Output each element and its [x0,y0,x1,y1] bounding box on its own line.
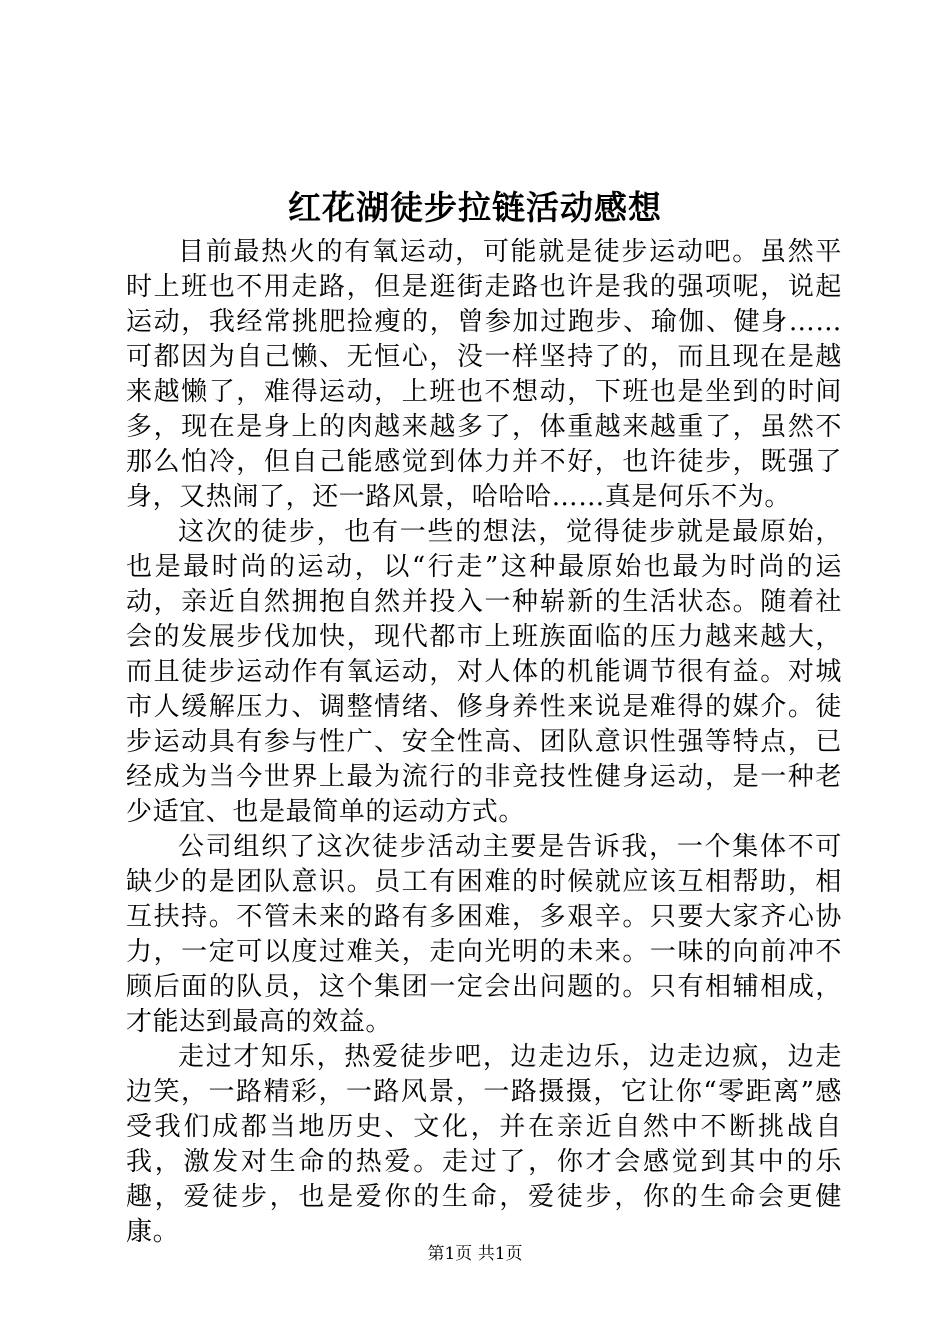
paragraph-3: 公司组织了这次徒步活动主要是告诉我，一个集体不可缺少的是团队意识。员工有困难的时候就应该互相帮助，相互扶持。不管未来的路有多困难，多艰辛。只要大家齐心协力，一定可以度过难关，走向光明的未来。一味的向前冲不顾后面的队员，这个集团一定会出问题的。只有相辅相成，才能达到最高的效益。 [126,832,842,1037]
document-body [126,235,842,1250]
page-footer: 第1页 共1页 [427,1244,523,1264]
document-title: 红花湖徒步拉链活动感想 [288,188,662,227]
paragraph-4: 走过才知乐，热爱徒步吧，边走边乐，边走边疯，边走边笑，一路精彩，一路风景，一路摄摄，它让你“零距离”感受我们成都当地历史、文化，并在亲近自然中不断挑战自我，激发对生命的热爱。走过了，你才会感觉到其中的乐趣，爱徒步，也是爱你的生命，爱徒步，你的生命会更健康。 [126,1042,842,1247]
paragraph-1: 目前最热火的有氧运动，可能就是徒步运动吧。虽然平时上班也不用走路，但是逛街走路也许是我的强项呢，说起运动，我经常挑肥捡瘦的，曾参加过跑步、瑜伽、健身……可都因为自己懒、无恒心，没一样坚持了的，而且现在是越来越懒了，难得运动，上班也不想动，下班也是坐到的时间多，现在是身上的肉越来越多了，体重越来越重了，虽然不那么怕冷，但自己能感觉到体力并不好，也许徒步，既强了身，又热闹了，还一路风景，哈哈哈……真是何乐不为。 [126,237,842,512]
paragraph-2: 这次的徒步，也有一些的想法，觉得徒步就是最原始，也是最时尚的运动，以“行走”这种最原始也最为时尚的运动，亲近自然拥抱自然并投入一种崭新的生活状态。随着社会的发展步伐加快，现代都市上班族面临的压力越来越大，而且徒步运动作有氧运动，对人体的机能调节很有益。对城市人缓解压力、调整情绪、修身养性来说是难得的媒介。徒步运动具有参与性广、安全性高、团队意识性强等特点，已经成为当今世界上最为流行的非竞技性健身运动，是一种老少适宜、也是最简单的运动方式。 [126,517,842,827]
